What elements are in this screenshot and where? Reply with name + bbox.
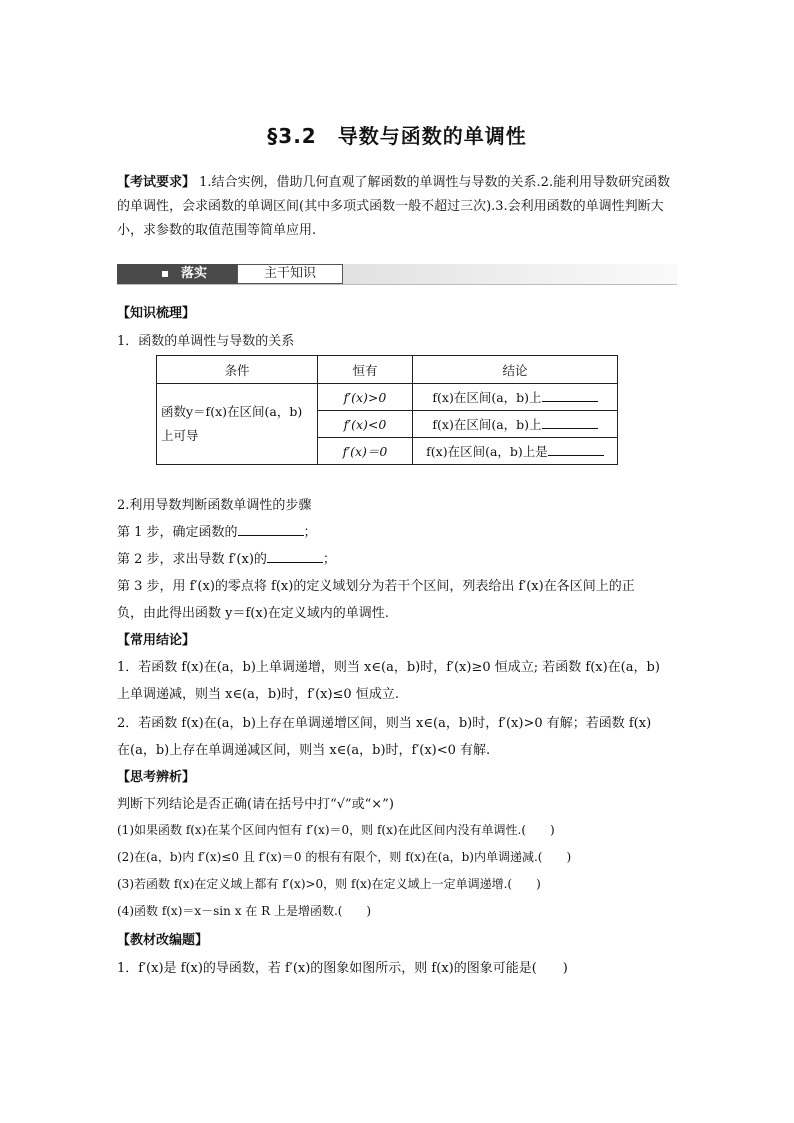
exam-requirements (117, 171, 679, 243)
page-title: §3.2 导数与函数的单调性 (267, 124, 527, 148)
requirements-text: 1.结合实例，借助几何直观了解函数的单调性与导数的关系.2.能利用导数研究函数的单调性，会求函数的单调区间(其中多项式函数一般不超过三次).3.会利用函数的单调性判断大小，求参数的取值范围等简单应用. (117, 175, 671, 238)
step-3-line-1: 第 3 步，用 f′(x)的零点将 f(x)的定义域划分为若干个区间，列表给出 f′(x)在各区间上的正 (117, 579, 635, 594)
answer-blank (548, 443, 604, 456)
step-2: 第 2 步，求出导数 f′(x)的 ； (117, 552, 336, 567)
table-header-conclusion: 结论 (413, 356, 618, 384)
judgment-item: (4)函数 f(x)＝x－sin x 在 R 上是增函数.( ) (117, 904, 372, 918)
judgment-item: (3)若函数 f(x)在定义域上都有 f′(x)>0，则 f(x)在定义域上一定单调递增.( ) (117, 877, 541, 891)
table-cell-conclusion: f(x)在区间(a，b)上 (413, 384, 618, 411)
answer-blank (267, 550, 323, 563)
conclusion-2-line-1: 2．若函数 f(x)在(a，b)上存在单调递增区间，则当 x∈(a，b)时，f′(x)>0 有解；若函数 f(x) (117, 716, 652, 731)
table-cell-conclusion: f(x)在区间(a，b)上 (413, 411, 618, 438)
conclusions-heading: 【常用结论】 (117, 633, 196, 648)
answer-blank (238, 523, 304, 536)
judgment-item: (1)如果函数 f(x)在某个区间内恒有 f′(x)＝0，则 f(x)在此区间内没有单调性.( ) (117, 823, 555, 837)
table-row (157, 384, 618, 411)
table-header-row (157, 356, 618, 384)
banner-dark-tab (117, 264, 237, 284)
thinking-heading: 【思考辨析】 (117, 770, 196, 785)
banner-light-tab: 主干知识 (237, 264, 343, 284)
banner-dark-label: 落实 (181, 266, 208, 281)
table-cell-condition: 函数y＝f(x)在区间(a，b)上可导 (157, 384, 318, 465)
table-cell-conclusion: f(x)在区间(a，b)上是 (413, 438, 618, 465)
question-1: 1．f′(x)是 f(x)的导函数，若 f′(x)的图象如图所示，则 f(x)的图象可能是( ) (117, 961, 568, 976)
square-bullet-icon (162, 271, 168, 277)
judgment-item: (2)在(a，b)内 f′(x)≤0 且 f′(x)＝0 的根有有限个，则 f(x)在(a，b)内单调递减.( ) (117, 850, 572, 864)
conclusion-1-line-1: 1．若函数 f(x)在(a，b)上单调递增，则当 x∈(a，b)时，f′(x)≥0 恒成立; 若函数 f(x)在(a，b) (117, 660, 660, 675)
derivative-monotonicity-table (156, 355, 618, 465)
conclusion-2-line-2: 在(a，b)上存在单调递减区间，则当 x∈(a，b)时，f′(x)<0 有解. (117, 743, 491, 758)
step-3-line-2: 负，由此得出函数 y＝f(x)在定义域内的单调性. (117, 606, 389, 621)
conclusion-1-line-2: 上单调递减，则当 x∈(a，b)时，f′(x)≤0 恒成立. (117, 687, 399, 702)
knowledge-heading: 【知识梳理】 (117, 306, 196, 321)
answer-blank (542, 416, 598, 429)
table-cell-constant: f′(x)＝0 (318, 438, 413, 465)
answer-blank (542, 389, 598, 402)
table-cell-constant: f′(x)>0 (318, 384, 413, 411)
item-2-title: 2.利用导数判断函数单调性的步骤 (117, 498, 312, 513)
item-1-title: 1．函数的单调性与导数的关系 (117, 334, 295, 349)
table-cell-constant: f′(x)<0 (318, 411, 413, 438)
step-1: 第 1 步，确定函数的 ； (117, 525, 317, 540)
table-header-constant: 恒有 (318, 356, 413, 384)
textbook-heading: 【教材改编题】 (117, 933, 209, 948)
requirements-label: 【考试要求】 (117, 175, 196, 190)
table-header-condition: 条件 (157, 356, 318, 384)
thinking-intro: 判断下列结论是否正确(请在括号中打“√”或“×”) (117, 797, 394, 812)
section-banner (117, 264, 677, 285)
